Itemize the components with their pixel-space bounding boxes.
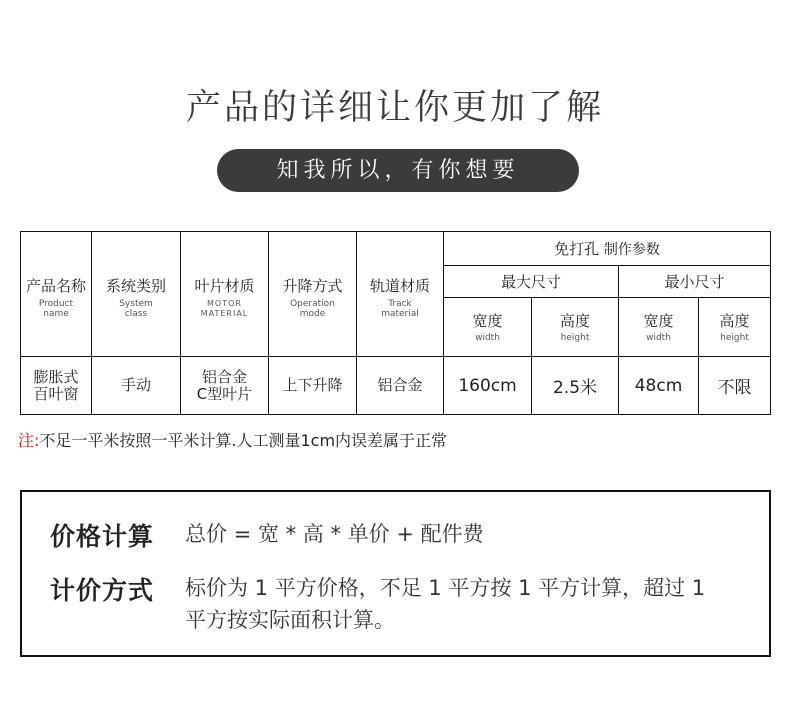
header-track-material-zh: 轨道材质	[369, 277, 430, 295]
price-calc-label: 价格计算	[50, 522, 155, 551]
max-width-zh: 宽度	[472, 311, 503, 330]
spec-table	[20, 231, 771, 415]
header-operation-mode-en: Operation mode	[290, 299, 335, 319]
cell-material-line2: C型叶片	[196, 384, 253, 403]
header-operation-mode	[269, 232, 357, 357]
header-product-name	[21, 232, 92, 357]
header-system-class-en: System class	[119, 299, 153, 319]
min-size-header: 最小尺寸	[619, 266, 771, 298]
note-prefix: 注:	[18, 431, 40, 450]
note-text: 不足一平米按照一平米计算.人工测量1cm内误差属于正常	[39, 431, 448, 450]
header-blade-material-zh: 叶片材质	[194, 277, 255, 295]
header-blade-material-en: MOTOR MATERIAL	[200, 299, 249, 318]
header-product-name-zh: 产品名称	[25, 277, 86, 295]
min-width-zh: 宽度	[643, 311, 674, 330]
page-title: 产品的详细让你更加了解	[185, 88, 604, 128]
min-height-header	[699, 298, 771, 357]
min-width-en: width	[646, 332, 671, 343]
pricing-box	[20, 490, 771, 657]
cell-system: 手动	[92, 357, 181, 415]
price-calc-text: 总价 = 宽 * 高 * 单价 + 配件费	[185, 522, 484, 546]
max-size-header: 最大尺寸	[444, 266, 619, 298]
header-product-name-en: Product name	[38, 299, 74, 319]
params-header	[444, 232, 771, 266]
max-height-en: height	[560, 332, 590, 343]
max-width-header	[444, 298, 532, 357]
cell-material-line1: 铝合金	[201, 367, 247, 386]
cell-track: 铝合金	[357, 357, 444, 415]
cell-product-line2: 百叶窗	[33, 384, 79, 403]
header-track-material-en: Track material	[381, 299, 419, 319]
slogan-banner: 知我所以，有你想要	[217, 149, 579, 192]
params-subtitle: 制作参数	[603, 242, 660, 258]
header-operation-mode-zh: 升降方式	[282, 277, 343, 295]
header-system-class-zh: 系统类别	[105, 277, 166, 295]
params-title: 免打孔	[554, 240, 600, 258]
table-row	[21, 357, 771, 415]
cell-min-width: 48cm	[619, 357, 699, 415]
pricing-method-label: 计价方式	[50, 576, 155, 605]
pricing-method-line1: 标价为 1 平方价格，不足 1 平方按 1 平方计算，超过 1	[185, 576, 706, 600]
cell-min-height: 不限	[699, 357, 771, 415]
cell-product-line1: 膨胀式	[33, 367, 79, 386]
cell-product	[21, 357, 92, 415]
min-height-en: height	[720, 332, 749, 343]
max-height-zh: 高度	[559, 311, 590, 330]
header-track-material	[357, 232, 444, 357]
max-width-en: width	[475, 332, 500, 343]
cell-blade-material	[181, 357, 269, 415]
cell-mode: 上下升降	[269, 357, 357, 415]
measurement-note	[18, 428, 447, 451]
header-system-class	[92, 232, 181, 357]
min-width-header	[619, 298, 699, 357]
header-blade-material	[181, 232, 269, 357]
cell-max-height: 2.5米	[532, 357, 619, 415]
cell-max-width: 160cm	[444, 357, 532, 415]
max-height-header	[532, 298, 619, 357]
pricing-method-line2: 平方按实际面积计算。	[185, 608, 395, 632]
min-height-zh: 高度	[719, 311, 750, 330]
